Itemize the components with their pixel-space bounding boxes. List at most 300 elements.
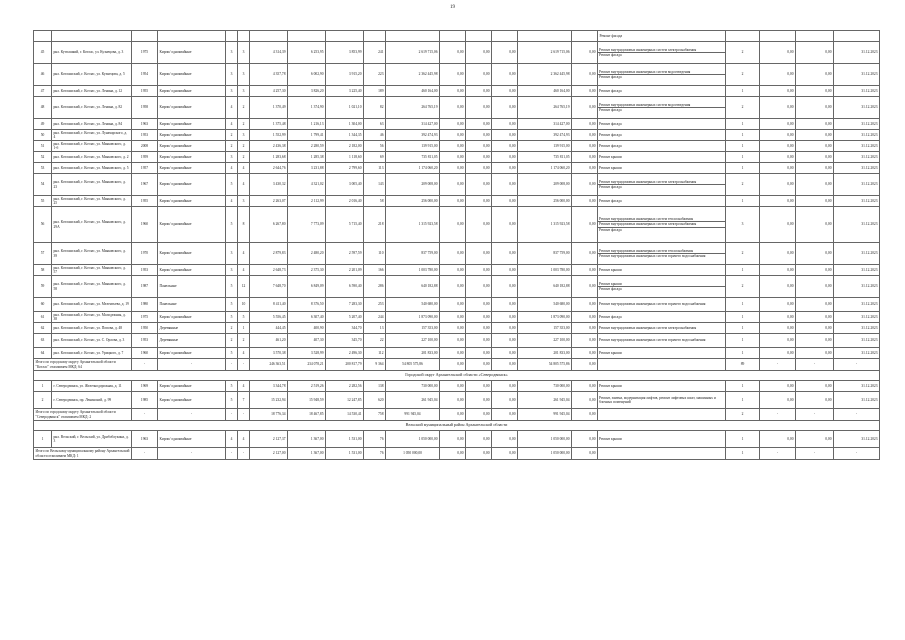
cell-area2: 1 216,13: [288, 119, 326, 130]
table-row: [34, 348, 880, 359]
cell-v2: 0,00: [466, 130, 492, 141]
cell-material: Кирпи/ одноквайные: [158, 265, 226, 276]
cell-date: 31.12.2023: [834, 392, 880, 409]
work-item: Ремонт крыши: [599, 154, 622, 159]
cell-date: 31.12.2023: [834, 323, 880, 334]
cell-works: [598, 312, 726, 323]
work-item: Ремонт фасада: [599, 88, 622, 93]
total-label: Итого по городскому округу Архангельской области "Северодвинск" отапливаем МКД: 2: [34, 409, 132, 421]
work-item: Ремонт крыши: [599, 281, 622, 286]
cell-year: 1963: [132, 431, 158, 448]
cell-v1: 0,00: [440, 392, 466, 409]
cell-area3: 7 283,30: [326, 298, 364, 312]
cell-date: 31.12.2023: [834, 119, 880, 130]
cell-v3: 0,00: [492, 243, 518, 265]
cell-v1: 0,00: [440, 163, 466, 174]
cell-address: г. Северодвинск, пр. Ленинский, д. 99: [52, 392, 132, 409]
cell-material: Кирпи/ одноквайные: [158, 174, 226, 196]
cell-area3: 5 715,40: [326, 207, 364, 243]
empty-cell: [288, 31, 326, 42]
cell-v3: 0,00: [492, 381, 518, 392]
cell-v1: 0,00: [440, 265, 466, 276]
section-header-row: [34, 371, 880, 381]
cell-works: [598, 243, 726, 265]
cell-area1: 461,20: [250, 334, 288, 348]
total-row: [34, 359, 880, 371]
cell-v1: 0,00: [440, 97, 466, 119]
work-item: Ремонт фасада: [599, 143, 622, 148]
cell-area2: 1 374,90: [288, 97, 326, 119]
cell-n3: 0,00: [796, 312, 834, 323]
cell-date: 31.12.2023: [834, 86, 880, 97]
cell-v2: 0,00: [466, 381, 492, 392]
cell-v5: 0,00: [572, 119, 598, 130]
cell-v1: 0,00: [440, 276, 466, 298]
cell-floors: 4: [226, 97, 238, 119]
cell-v5: 0,00: [572, 392, 598, 409]
cell-area2: 6 849,09: [288, 276, 326, 298]
cell-address: рнл. Котлашский, г. Котлас, ул. Маяковского, д. 58: [52, 276, 132, 298]
cell-entrances: 2: [238, 152, 250, 163]
empty-cell: [834, 31, 880, 42]
cell-v1: 0,00: [440, 42, 466, 64]
cell-n2: 0,00: [760, 381, 796, 392]
cell-address: рнл. Котлашский, г. Котлас, ул. Ленина, д. 12: [52, 86, 132, 97]
cell-area2: 4 321,02: [288, 174, 326, 196]
cell-material: Кирпи/ одноквайные: [158, 97, 226, 119]
cell-address: рнл. Котлашский, г. Котлас, ул. Маяковского, д. 1-б: [52, 141, 132, 152]
cell-area3: 345,70: [326, 334, 364, 348]
cell-v5: 0,00: [572, 196, 598, 207]
table-row: [34, 265, 880, 276]
cell-date: 31.12.2023: [834, 431, 880, 448]
cell-cost: 2 619 715,06: [386, 42, 440, 64]
cell-area1: 1 552,99: [250, 130, 288, 141]
cell-v4: 540 680,00: [518, 298, 572, 312]
cell-year: 1967: [132, 174, 158, 196]
cell-area1: 1 375,48: [250, 119, 288, 130]
cell-area2: 1 285,38: [288, 152, 326, 163]
cell-v4: 139 915,00: [518, 141, 572, 152]
cell-num: 49: [34, 119, 52, 130]
empty-cell: [518, 31, 572, 42]
cell-residents: 56: [364, 141, 386, 152]
cell-floors: 5: [226, 174, 238, 196]
cell-v1: 0,00: [440, 86, 466, 97]
cell-v3: 0,00: [492, 119, 518, 130]
cell-n2: 0,00: [760, 141, 796, 152]
cell-cost: 209 008,00: [386, 174, 440, 196]
total-c4: -: [238, 359, 250, 371]
cell-v4: 1 003 780,00: [518, 265, 572, 276]
work-item: Ремонт фасада: [598, 227, 725, 233]
table-row: [34, 130, 880, 141]
table-row: [34, 431, 880, 448]
cell-area3: 2 597,59: [326, 243, 364, 265]
empty-cell: [726, 31, 760, 42]
total-works: [598, 448, 726, 460]
cell-v4: 314 427,00: [518, 119, 572, 130]
cell-floors: 5: [226, 312, 238, 323]
cell-date: 31.12.2023: [834, 312, 880, 323]
cell-n3: 0,00: [796, 86, 834, 97]
total-area2: 1 367,00: [288, 448, 326, 460]
cell-area3: 5 207,40: [326, 312, 364, 323]
cell-cost: 139 915,00: [386, 141, 440, 152]
cell-v4: 157 353,00: [518, 323, 572, 334]
cell-v5: 0,00: [572, 130, 598, 141]
cell-v3: 0,00: [492, 334, 518, 348]
table-row: [34, 312, 880, 323]
cell-works: [598, 42, 726, 64]
cell-n3: 0,00: [796, 207, 834, 243]
cell-entrances: 3: [238, 130, 250, 141]
table-row: [34, 97, 880, 119]
work-item: Ремонт крыши: [599, 267, 622, 272]
cell-n1: 1: [726, 119, 760, 130]
cell-v4: 261 945,04: [518, 392, 572, 409]
empty-cell: [440, 31, 466, 42]
cell-address: рнл. Котлашский, г. Котлас, ул. Маяковского, д. 57: [52, 265, 132, 276]
cell-v2: 0,00: [466, 141, 492, 152]
cell-v5: 0,00: [572, 312, 598, 323]
total-v2: 0,00: [466, 448, 492, 460]
cell-n2: 0,00: [760, 130, 796, 141]
empty-cell: [158, 31, 226, 42]
cell-n3: 0,00: [796, 431, 834, 448]
cell-v1: 0,00: [440, 312, 466, 323]
cell-material: Панельные: [158, 298, 226, 312]
cell-v4: 730 000,00: [518, 381, 572, 392]
cell-area1: 2 644,76: [250, 163, 288, 174]
total-area2: 234 078,21: [288, 359, 326, 371]
cell-area3: 2 799,60: [326, 163, 364, 174]
total-v1: 0,00: [440, 448, 466, 460]
section-title: Вельский муниципальный район Архангельской области: [34, 421, 880, 431]
cell-year: 2008: [132, 141, 158, 152]
work-item: Ремонт внутридомовых инженерных систем горячего водоснабжения: [598, 253, 725, 259]
cell-year: 1953: [132, 265, 158, 276]
cell-works: [598, 276, 726, 298]
cell-area1: 1 370,49: [250, 97, 288, 119]
work-item: Ремонт внутридомовых инженерных систем теплоснабжения: [599, 216, 694, 221]
cell-n3: 0,00: [796, 196, 834, 207]
table-row: [34, 298, 880, 312]
total-area3: 1 531,00: [326, 448, 364, 460]
cell-floors: 2: [226, 323, 238, 334]
work-item: Ремонт фасада: [598, 286, 725, 292]
empty-cell: [492, 31, 518, 42]
cell-entrances: 2: [238, 334, 250, 348]
cell-v3: 0,00: [492, 392, 518, 409]
cell-n1: 1: [726, 334, 760, 348]
cell-n1: 2: [726, 97, 760, 119]
cell-entrances: 4: [238, 348, 250, 359]
work-item: Ремонт крыши: [599, 350, 622, 355]
cell-v1: 0,00: [440, 152, 466, 163]
cell-n2: 0,00: [760, 97, 796, 119]
total-v5: 0,00: [572, 448, 598, 460]
cell-v2: 0,00: [466, 163, 492, 174]
cell-floors: 4: [226, 196, 238, 207]
total-c2: -: [158, 448, 226, 460]
total-date: -: [834, 409, 880, 421]
empty-cell: [364, 31, 386, 42]
empty-cell: [760, 31, 796, 42]
cell-address: рнл. Котлашский, г. Котлас, ул. Мелентьева, д. 19: [52, 298, 132, 312]
total-row: [34, 448, 880, 460]
cell-date: 31.12.2023: [834, 174, 880, 196]
cell-address: рнл. Вельский, г. Вельский, ул. Дрибоблукина, д. 3: [52, 431, 132, 448]
cell-area3: 2 016,40: [326, 196, 364, 207]
cell-v3: 0,00: [492, 312, 518, 323]
cell-area1: 4 257,30: [250, 86, 288, 97]
cell-area1: 2 127,37: [250, 431, 288, 448]
cell-cost: 157 353,00: [386, 323, 440, 334]
cell-works: [598, 86, 726, 97]
cell-v5: 0,00: [572, 152, 598, 163]
cell-works: [598, 97, 726, 119]
cell-material: Кирпи/ одноквайные: [158, 64, 226, 86]
cell-v4: 2 619 715,06: [518, 42, 572, 64]
cell-v2: 0,00: [466, 42, 492, 64]
cell-works: [598, 130, 726, 141]
total-c1: -: [132, 448, 158, 460]
total-date: -: [834, 359, 880, 371]
table-body: [34, 31, 880, 460]
empty-cell: [132, 31, 158, 42]
cell-cost: 201 833,00: [386, 348, 440, 359]
cell-v4: 209 008,00: [518, 174, 572, 196]
cell-year: 1950: [132, 323, 158, 334]
cell-num: 53: [34, 163, 52, 174]
cell-v4: 735 811,05: [518, 152, 572, 163]
cell-n1: 1: [726, 130, 760, 141]
cell-address: рнл. Котлашский, г. Котлас, ул. Молодежная, д. 38: [52, 312, 132, 323]
work-item: Ремонт крыши: [599, 383, 622, 388]
cell-v2: 0,00: [466, 323, 492, 334]
table-row: [34, 392, 880, 409]
table-row: [34, 334, 880, 348]
cell-year: 1955: [132, 86, 158, 97]
table-row: [34, 42, 880, 64]
cell-n3: 0,00: [796, 152, 834, 163]
cell-year: 1975: [132, 312, 158, 323]
cell-residents: 63: [364, 119, 386, 130]
total-n2: -: [760, 359, 796, 371]
cell-v4: 392 474,93: [518, 130, 572, 141]
total-label: Итого по Вельскому муниципальному району Архангельской области отапливаем МКД: 1: [34, 448, 132, 460]
cell-n2: 0,00: [760, 334, 796, 348]
cell-floors: 2: [226, 334, 238, 348]
cell-floors: 5: [226, 207, 238, 243]
cell-date: 31.12.2023: [834, 381, 880, 392]
cell-address: рнл. Котлашский, г. Котлас, ул. Луначарского, д. 4: [52, 130, 132, 141]
cell-v1: 0,00: [440, 174, 466, 196]
total-v5: 0,00: [572, 409, 598, 421]
cell-entrances: 2: [238, 119, 250, 130]
work-item: Ремонт, замена, модернизация лифтов, ремонт лифтовых шахт, машинных и блочных помещений: [599, 395, 716, 404]
cell-n1: 1: [726, 265, 760, 276]
cell-v2: 0,00: [466, 431, 492, 448]
cell-year: 1980: [132, 298, 158, 312]
total-n2: -: [760, 448, 796, 460]
cell-num: 56: [34, 207, 52, 243]
cell-num: 55: [34, 196, 52, 207]
cell-area2: 400,90: [288, 323, 326, 334]
cell-v2: 0,00: [466, 392, 492, 409]
total-n3: -: [796, 359, 834, 371]
cell-v5: 0,00: [572, 174, 598, 196]
table-row: [34, 31, 880, 42]
cell-area3: 1 531,00: [326, 431, 364, 448]
cell-area3: 3 853,99: [326, 42, 364, 64]
cell-date: 31.12.2023: [834, 276, 880, 298]
cell-entrances: 4: [238, 163, 250, 174]
cell-n1: 1: [726, 163, 760, 174]
cell-date: 31.12.2023: [834, 298, 880, 312]
cell-area2: 2 519,26: [288, 381, 326, 392]
repair-program-table: [33, 30, 880, 460]
cell-year: 1975: [132, 42, 158, 64]
cell-residents: 253: [364, 298, 386, 312]
cell-n2: 0,00: [760, 86, 796, 97]
cell-entrances: 3: [238, 196, 250, 207]
table-row: [34, 174, 880, 196]
cell-date: 31.12.2023: [834, 207, 880, 243]
cell-n2: 0,00: [760, 298, 796, 312]
cell-date: 31.12.2023: [834, 196, 880, 207]
table-row: [34, 323, 880, 334]
cell-date: 31.12.2023: [834, 130, 880, 141]
cell-area1: 8 411,40: [250, 298, 288, 312]
cell-floors: 2: [226, 130, 238, 141]
cell-num: 58: [34, 265, 52, 276]
cell-n1: 1: [726, 323, 760, 334]
cell-year: 1957: [132, 163, 158, 174]
cell-area2: 6 002,90: [288, 64, 326, 86]
cell-cost: 264 765,19: [386, 97, 440, 119]
cell-n3: 0,00: [796, 163, 834, 174]
total-cost: 991 945,04: [386, 409, 440, 421]
cell-area2: 8 376,50: [288, 298, 326, 312]
cell-area2: 2 280,59: [288, 141, 326, 152]
cell-floors: 4: [226, 119, 238, 130]
cell-area3: 1 344,35: [326, 130, 364, 141]
cell-floors: 4: [226, 431, 238, 448]
cell-v1: 0,00: [440, 334, 466, 348]
cell-num: 64: [34, 348, 52, 359]
cell-num: 61: [34, 312, 52, 323]
cell-works: [598, 64, 726, 86]
cell-cost: 1 873 090,00: [386, 312, 440, 323]
cell-n3: 0,00: [796, 243, 834, 265]
cell-v2: 0,00: [466, 174, 492, 196]
cell-residents: 218: [364, 207, 386, 243]
total-c1: -: [132, 409, 158, 421]
cell-cost: 837 759,00: [386, 243, 440, 265]
cell-v5: 0,00: [572, 265, 598, 276]
cell-entrances: 4: [238, 381, 250, 392]
cell-area2: 7 773,09: [288, 207, 326, 243]
cell-v5: 0,00: [572, 334, 598, 348]
cell-n1: 1: [726, 431, 760, 448]
total-residents: 758: [364, 409, 386, 421]
table-row: [34, 152, 880, 163]
cell-v5: 0,00: [572, 298, 598, 312]
cell-entrances: 4: [238, 265, 250, 276]
cell-address: г. Северодвинск, ул. Железнодорожная, д. 11: [52, 381, 132, 392]
cell-v2: 0,00: [466, 348, 492, 359]
cell-num: 62: [34, 323, 52, 334]
total-v3: 0,00: [492, 448, 518, 460]
cell-date: 31.12.2023: [834, 163, 880, 174]
cell-v4: 1 050 000,00: [518, 431, 572, 448]
cell-n1: 1: [726, 348, 760, 359]
cell-address: рнл. Котлашский, г. Котлас, ул. Маяковского, д. 25: [52, 196, 132, 207]
cell-v5: 0,00: [572, 276, 598, 298]
cell-works: [598, 196, 726, 207]
cell-n1: 1: [726, 196, 760, 207]
cell-cost: 2 362 445,98: [386, 64, 440, 86]
table-row: [34, 276, 880, 298]
cell-residents: 138: [364, 381, 386, 392]
cell-v3: 0,00: [492, 141, 518, 152]
work-item: Ремонт внутридомовых инженерных систем водоотведения: [599, 69, 691, 74]
cell-v4: 640 182,88: [518, 276, 572, 298]
cell-area1: 4 357,78: [250, 64, 288, 86]
cell-residents: 113: [364, 163, 386, 174]
cell-address: рнл. Котлашский, г. Котлас, ул. Ленина, д. 84: [52, 119, 132, 130]
cell-v4: 227 100,00: [518, 334, 572, 348]
cell-floors: 3: [226, 86, 238, 97]
cell-floors: 3: [226, 243, 238, 265]
cell-area3: 1 021,10: [326, 97, 364, 119]
cell-material: Кирпи/ одноквайные: [158, 141, 226, 152]
cell-material: Кирпи/ одноквайные: [158, 392, 226, 409]
work-item: Ремонт фасада: [598, 74, 725, 80]
cell-area3: 1 118,60: [326, 152, 364, 163]
work-item: Ремонт внутридомовых инженерных систем горячего водоснабжения: [599, 338, 706, 343]
cell-date: 31.12.2023: [834, 152, 880, 163]
cell-area1: 2 263,07: [250, 196, 288, 207]
cell-num: 52: [34, 152, 52, 163]
cell-area2: 3 231,88: [288, 163, 326, 174]
cell-n2: 0,00: [760, 119, 796, 130]
cell-year: 1958: [132, 97, 158, 119]
section-header-row: [34, 421, 880, 431]
total-area3: 14 530,41: [326, 409, 364, 421]
cell-num: 63: [34, 334, 52, 348]
total-n1: 2: [726, 409, 760, 421]
cell-n3: 0,00: [796, 392, 834, 409]
cell-date: 31.12.2023: [834, 265, 880, 276]
work-item: Ремонт внутридомовых инженерных систем теплоснабжения: [599, 248, 694, 253]
cell-v5: 0,00: [572, 381, 598, 392]
cell-num: 54: [34, 174, 52, 196]
cell-v4: 264 765,19: [518, 97, 572, 119]
cell-material: Кирпи/ одноквайные: [158, 86, 226, 97]
cell-v3: 0,00: [492, 265, 518, 276]
cell-n3: 0,00: [796, 130, 834, 141]
empty-cell: [572, 31, 598, 42]
cell-area3: 3 915,20: [326, 64, 364, 86]
total-cost: 1 050 000,00: [386, 448, 440, 460]
cell-floors: 2: [226, 141, 238, 152]
cell-v3: 0,00: [492, 97, 518, 119]
cell-works: [598, 163, 726, 174]
cell-material: Деревянные: [158, 323, 226, 334]
